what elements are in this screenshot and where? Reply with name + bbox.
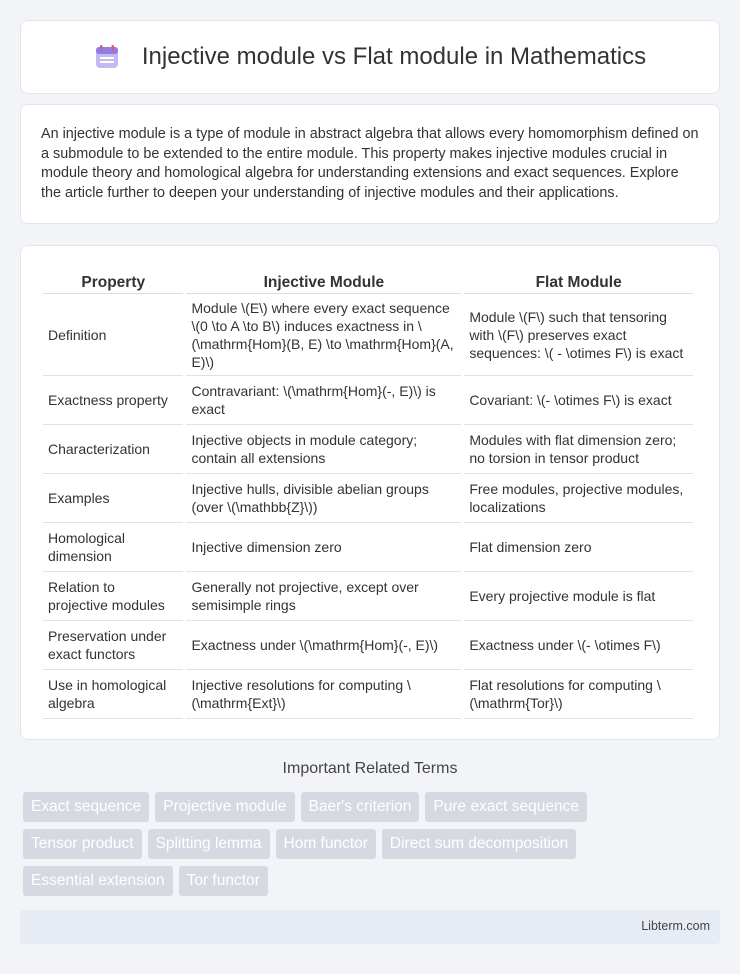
- table-row: [43, 425, 693, 474]
- tag-splitting-lemma[interactable]: Splitting lemma: [148, 829, 270, 859]
- row-injective: Generally not projective, except over semisimple rings: [186, 572, 461, 621]
- comparison-table-card: [20, 245, 720, 740]
- table-header-row: [43, 266, 693, 294]
- row-property: Relation to projective modules: [43, 572, 183, 621]
- row-injective: Exactness under \(\mathrm{Hom}(-, E)\): [186, 621, 461, 670]
- header-injective: Injective Module: [186, 266, 461, 294]
- row-injective: Injective hulls, divisible abelian groups (over \(\mathbb{Z}\)): [186, 474, 461, 523]
- row-flat: Covariant: \(- \otimes F\) is exact: [464, 376, 693, 425]
- row-property: Definition: [43, 294, 183, 376]
- row-injective: Injective objects in module category; contain all extensions: [186, 425, 461, 474]
- footer-site-link[interactable]: Libterm.com: [641, 919, 710, 933]
- tag-pure-exact-sequence[interactable]: Pure exact sequence: [425, 792, 587, 822]
- table-row: [43, 572, 693, 621]
- related-terms-tags: [20, 792, 640, 896]
- tag-essential-extension[interactable]: Essential extension: [23, 866, 173, 896]
- intro-card: [20, 104, 720, 224]
- row-flat: Module \(F\) such that tensoring with \(F\) preserves exact sequences: \( - \otimes F\) is exact: [464, 294, 693, 376]
- row-flat: Free modules, projective modules, localizations: [464, 474, 693, 523]
- tag-projective-module[interactable]: Projective module: [155, 792, 294, 822]
- header-property: Property: [43, 266, 183, 294]
- header-flat: Flat Module: [464, 266, 693, 294]
- table-row: [43, 621, 693, 670]
- row-flat: Modules with flat dimension zero; no torsion in tensor product: [464, 425, 693, 474]
- table-row: [43, 376, 693, 425]
- table-row: [43, 294, 693, 376]
- row-flat: Flat dimension zero: [464, 523, 693, 572]
- tag-tor-functor[interactable]: Tor functor: [179, 866, 268, 896]
- footer: [20, 910, 720, 944]
- tag-tensor-product[interactable]: Tensor product: [23, 829, 142, 859]
- related-terms-section: [20, 760, 720, 896]
- row-injective: Injective resolutions for computing \(\mathrm{Ext}\): [186, 670, 461, 719]
- tag-baers-criterion[interactable]: Baer's criterion: [301, 792, 420, 822]
- related-terms-title: Important Related Terms: [282, 760, 458, 777]
- row-property: Characterization: [43, 425, 183, 474]
- table-row: [43, 523, 693, 572]
- row-property: Exactness property: [43, 376, 183, 425]
- row-flat: Flat resolutions for computing \(\mathrm{Tor}\): [464, 670, 693, 719]
- comparison-table: [40, 266, 696, 719]
- row-property: Examples: [43, 474, 183, 523]
- intro-text: An injective module is a type of module in abstract algebra that allows every homomorphism defined on a submodule to be extended to the entire module. This property makes injective modules crucial in module theory and homological algebra for understanding extensions and exact sequences. Explore the article further to deepen your understanding of injective modules and their applications.: [41, 126, 699, 201]
- row-injective: Injective dimension zero: [186, 523, 461, 572]
- table-row: [43, 474, 693, 523]
- row-injective: Module \(E\) where every exact sequence \(0 \to A \to B\) induces exactness in \(\mathrm{Hom}(B, E) \to \mathrm{Hom}(A, E)\): [186, 294, 461, 376]
- title-card: [20, 20, 720, 94]
- calendar-icon: [94, 44, 120, 70]
- row-property: Homological dimension: [43, 523, 183, 572]
- row-injective: Contravariant: \(\mathrm{Hom}(-, E)\) is exact: [186, 376, 461, 425]
- tag-direct-sum-decomposition[interactable]: Direct sum decomposition: [382, 829, 576, 859]
- row-property: Use in homological algebra: [43, 670, 183, 719]
- row-property: Preservation under exact functors: [43, 621, 183, 670]
- row-flat: Exactness under \(- \otimes F\): [464, 621, 693, 670]
- tag-hom-functor[interactable]: Hom functor: [276, 829, 376, 859]
- row-flat: Every projective module is flat: [464, 572, 693, 621]
- table-row: [43, 670, 693, 719]
- tag-exact-sequence[interactable]: Exact sequence: [23, 792, 149, 822]
- page-title: Injective module vs Flat module in Mathematics: [141, 43, 647, 70]
